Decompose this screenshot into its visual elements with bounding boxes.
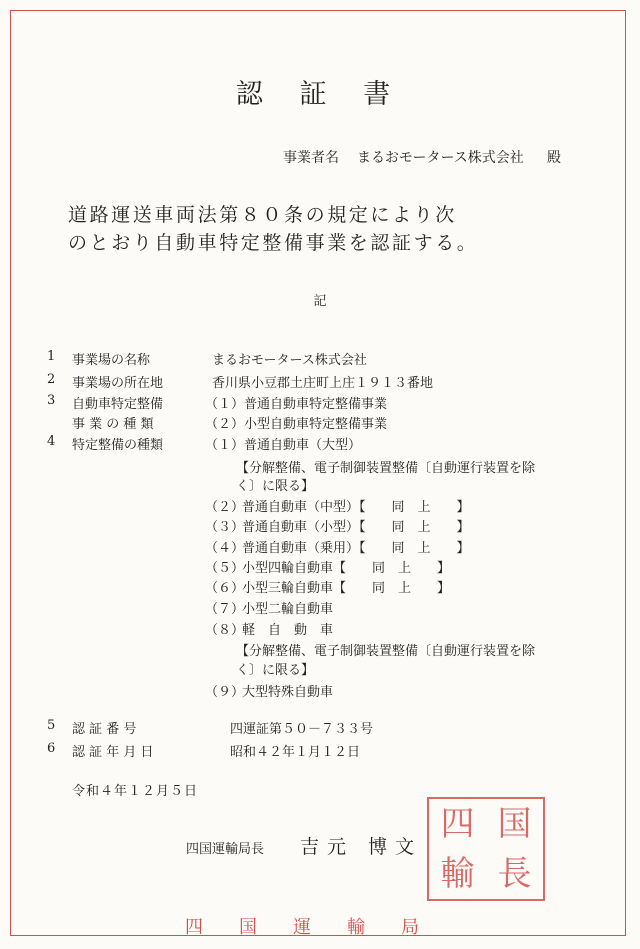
type-text: 小型三輪自動車【 同 上 】 bbox=[242, 581, 451, 596]
scope-note-line: く〕に限る】 bbox=[236, 663, 315, 678]
addressee-company: まるおモータース株式会社 bbox=[357, 150, 524, 166]
issuer-footer: 四国運輸局 bbox=[185, 917, 455, 938]
type-text: 軽 自 動 車 bbox=[242, 623, 334, 638]
type-number: （８） bbox=[205, 623, 245, 638]
signer-name: 吉元 博文 bbox=[300, 836, 423, 858]
scope-note-line: 【分解整備、電子制御装置整備〔自動運行装置を除 bbox=[236, 644, 536, 659]
type-number: （４） bbox=[205, 541, 245, 556]
seal-char: 長 bbox=[497, 854, 532, 894]
item-label: 事業場の所在地 bbox=[72, 376, 164, 391]
item-label: 特定整備の種類 bbox=[72, 438, 164, 453]
type-number: （３） bbox=[205, 520, 245, 535]
issue-date: 令和４年１２月５日 bbox=[72, 784, 199, 799]
item-number: 1 bbox=[47, 349, 56, 364]
type-text: 大型特殊自動車 bbox=[242, 685, 334, 700]
seal-char: 輸 bbox=[440, 854, 475, 894]
item-number: 2 bbox=[47, 372, 56, 387]
type-text: 普通自動車（小型）【 同 上 】 bbox=[242, 520, 470, 535]
seal-char: 四 bbox=[440, 804, 475, 844]
item-number: 6 bbox=[47, 741, 56, 756]
intro-line-1: 道路運送車両法第８０条の規定により次 bbox=[68, 204, 457, 226]
addressee-label: 事業者名 bbox=[283, 150, 339, 166]
item-value: （１）普通自動車特定整備事業 bbox=[205, 397, 388, 412]
type-number: （９） bbox=[205, 685, 245, 700]
scope-note-line: く〕に限る】 bbox=[236, 479, 315, 494]
seal-char: 国 bbox=[497, 804, 532, 844]
item-label: 事 業 の 種 類 bbox=[72, 417, 154, 432]
item-value: まるおモータース株式会社 bbox=[212, 353, 367, 368]
certification-date: 昭和４２年１月１２日 bbox=[230, 745, 361, 760]
item-number: 4 bbox=[47, 434, 56, 449]
certification-number: 四運証第５０－７３３号 bbox=[230, 722, 374, 737]
item-label: 事業場の名称 bbox=[72, 353, 151, 368]
official-seal bbox=[427, 797, 545, 901]
type-text: 普通自動車（中型）【 同 上 】 bbox=[242, 500, 470, 515]
item-value: （２）小型自動車特定整備事業 bbox=[205, 417, 388, 432]
type-text: 小型二輪自動車 bbox=[242, 602, 334, 617]
item-label: 認 証 番 号 bbox=[72, 722, 137, 737]
item-number: 5 bbox=[47, 718, 56, 733]
item-value: 香川県小豆郡土庄町上庄１９１３番地 bbox=[212, 376, 434, 391]
item-label: 自動車特定整備 bbox=[72, 397, 164, 412]
type-text: 小型四輪自動車【 同 上 】 bbox=[242, 561, 451, 576]
ki-heading: 記 bbox=[313, 294, 327, 309]
intro-line-2: のとおり自動車特定整備事業を認証する。 bbox=[68, 232, 479, 254]
item-value: （１）普通自動車（大型） bbox=[205, 438, 362, 453]
addressee-honorific: 殿 bbox=[547, 150, 561, 166]
type-number: （５） bbox=[205, 561, 245, 576]
page-title: 認 証 書 bbox=[235, 79, 405, 110]
scope-note-line: 【分解整備、電子制御装置整備〔自動運行装置を除 bbox=[236, 461, 536, 476]
signer-title: 四国運輸局長 bbox=[186, 842, 265, 857]
type-number: （６） bbox=[205, 581, 245, 596]
item-number: 3 bbox=[47, 393, 56, 408]
item-label: 認 証 年 月 日 bbox=[72, 745, 154, 760]
type-text: 普通自動車（乗用）【 同 上 】 bbox=[242, 541, 470, 556]
type-number: （２） bbox=[205, 500, 245, 515]
type-number: （７） bbox=[205, 602, 245, 617]
